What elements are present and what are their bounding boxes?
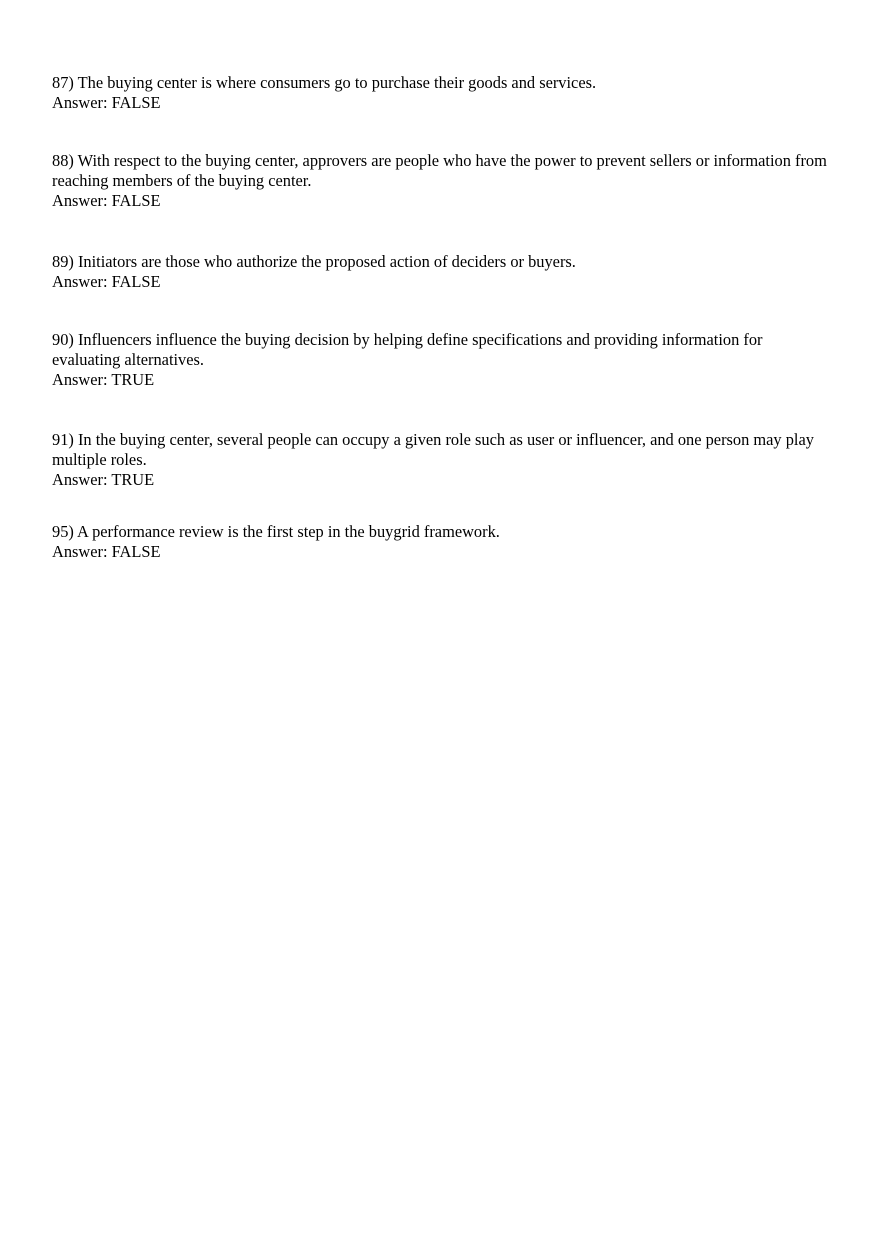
question-block bbox=[52, 151, 832, 211]
question-text: 95) A performance review is the first step in the buygrid framework. bbox=[52, 522, 500, 541]
question-block bbox=[52, 73, 832, 113]
answer-text: Answer: FALSE bbox=[52, 542, 161, 561]
question-block bbox=[52, 252, 832, 292]
question-block bbox=[52, 522, 832, 562]
answer-text: Answer: TRUE bbox=[52, 370, 155, 389]
answer-text: Answer: FALSE bbox=[52, 191, 161, 210]
question-block bbox=[52, 430, 832, 490]
question-text: 87) The buying center is where consumers go to purchase their goods and services. bbox=[52, 73, 597, 92]
question-block bbox=[52, 330, 832, 390]
answer-text: Answer: FALSE bbox=[52, 93, 161, 112]
answer-text: Answer: TRUE bbox=[52, 470, 155, 489]
question-text: 89) Initiators are those who authorize the proposed action of deciders or buyers. bbox=[52, 252, 576, 271]
question-text: 91) In the buying center, several people can occupy a given role such as user or influencer, and one person may play multiple roles. bbox=[52, 430, 814, 469]
answer-text: Answer: FALSE bbox=[52, 272, 161, 291]
question-text: 88) With respect to the buying center, approvers are people who have the power to prevent sellers or information from reaching members of the buying center. bbox=[52, 151, 827, 190]
question-text: 90) Influencers influence the buying decision by helping define specifications and providing information for evaluating alternatives. bbox=[52, 330, 763, 369]
